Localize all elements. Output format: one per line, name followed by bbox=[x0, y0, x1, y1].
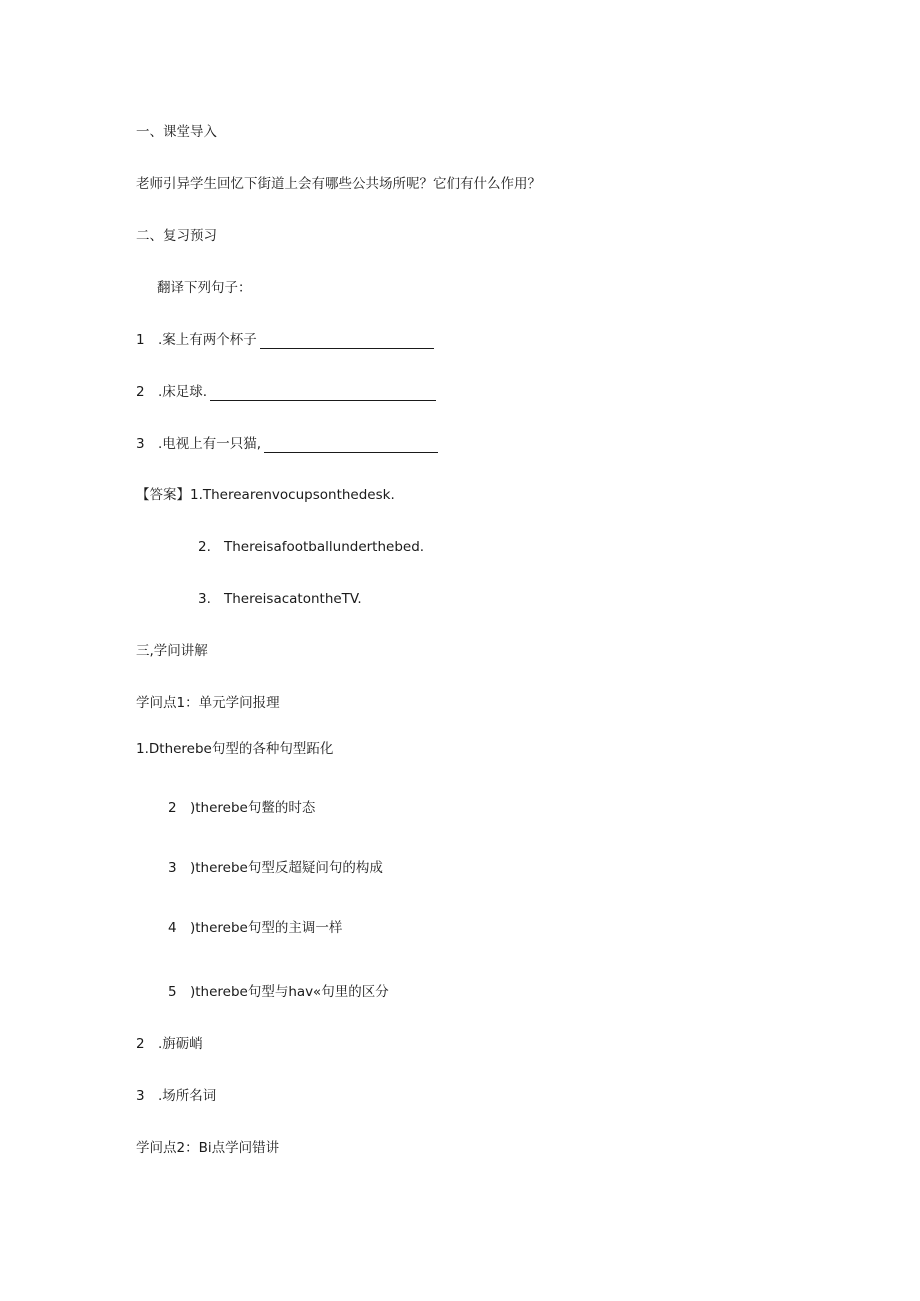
section-heading-review: 二、复习预习 bbox=[136, 228, 217, 244]
knowledge-sub-4 bbox=[168, 919, 342, 937]
knowledge-point-1: 学问点1：单元学问报理 bbox=[136, 695, 280, 711]
section-heading-knowledge: 三,学问讲解 bbox=[136, 643, 208, 659]
translate-instruction: 翻译下列句子： bbox=[157, 280, 252, 296]
knowledge-point-2: 学问点2：Bi点学问错讲 bbox=[136, 1140, 280, 1156]
knowledge-sub-3 bbox=[168, 859, 383, 877]
sub-text: )therebe句鳖的时态 bbox=[190, 800, 316, 816]
sub-text: )therebe句型与hav«句里的区分 bbox=[190, 984, 389, 1000]
answer-text: ThereisacatontheTV. bbox=[224, 591, 362, 607]
knowledge-sub-2 bbox=[168, 799, 315, 817]
sub-number: 4 bbox=[168, 920, 177, 936]
exercise-2 bbox=[136, 383, 436, 401]
item-number: 2 bbox=[136, 1036, 145, 1052]
item-text: .场所名词 bbox=[158, 1088, 217, 1104]
sub-number: 2 bbox=[168, 800, 177, 816]
answer-line-3 bbox=[198, 590, 362, 608]
exercise-text: .案上有两个杯子 bbox=[158, 332, 257, 348]
knowledge-item-2 bbox=[136, 1035, 203, 1053]
sub-number: 3 bbox=[168, 860, 177, 876]
answer-line-2 bbox=[198, 538, 424, 556]
exercise-number: 2 bbox=[136, 384, 145, 400]
exercise-number: 3 bbox=[136, 436, 145, 452]
exercise-1 bbox=[136, 331, 434, 349]
exercise-3 bbox=[136, 435, 438, 453]
answer-number: 3. bbox=[198, 591, 211, 607]
item-number: 3 bbox=[136, 1088, 145, 1104]
answer-label: 【答案】 bbox=[136, 487, 190, 503]
answer-line-1 bbox=[136, 486, 395, 504]
answer-text: 1.Therearenvocupsonthedesk. bbox=[190, 487, 395, 503]
knowledge-sub-5 bbox=[168, 983, 389, 1001]
section-heading-intro: 一、课堂导入 bbox=[136, 124, 217, 140]
sub-text: )therebe句型反超疑问句的构成 bbox=[190, 860, 383, 876]
item-text: .旃砺峭 bbox=[158, 1036, 203, 1052]
exercise-text: .床足球. bbox=[158, 384, 208, 400]
knowledge-item-3 bbox=[136, 1087, 216, 1105]
answer-blank bbox=[210, 386, 436, 401]
answer-number: 2. bbox=[198, 539, 211, 555]
knowledge-sub-1: 1.Dtherebe句型的各种句型跖化 bbox=[136, 741, 334, 757]
sub-text: )therebe句型的主调一样 bbox=[190, 920, 343, 936]
intro-text: 老师引异学生回忆下街道上会有哪些公共场所呢？它们有什么作用？ bbox=[136, 176, 541, 192]
answer-blank bbox=[264, 438, 438, 453]
exercise-text: .电视上有一只猫, bbox=[158, 436, 262, 452]
answer-blank bbox=[260, 334, 434, 349]
sub-number: 5 bbox=[168, 984, 177, 1000]
answer-text: Thereisafootballunderthebed. bbox=[224, 539, 425, 555]
exercise-number: 1 bbox=[136, 332, 145, 348]
